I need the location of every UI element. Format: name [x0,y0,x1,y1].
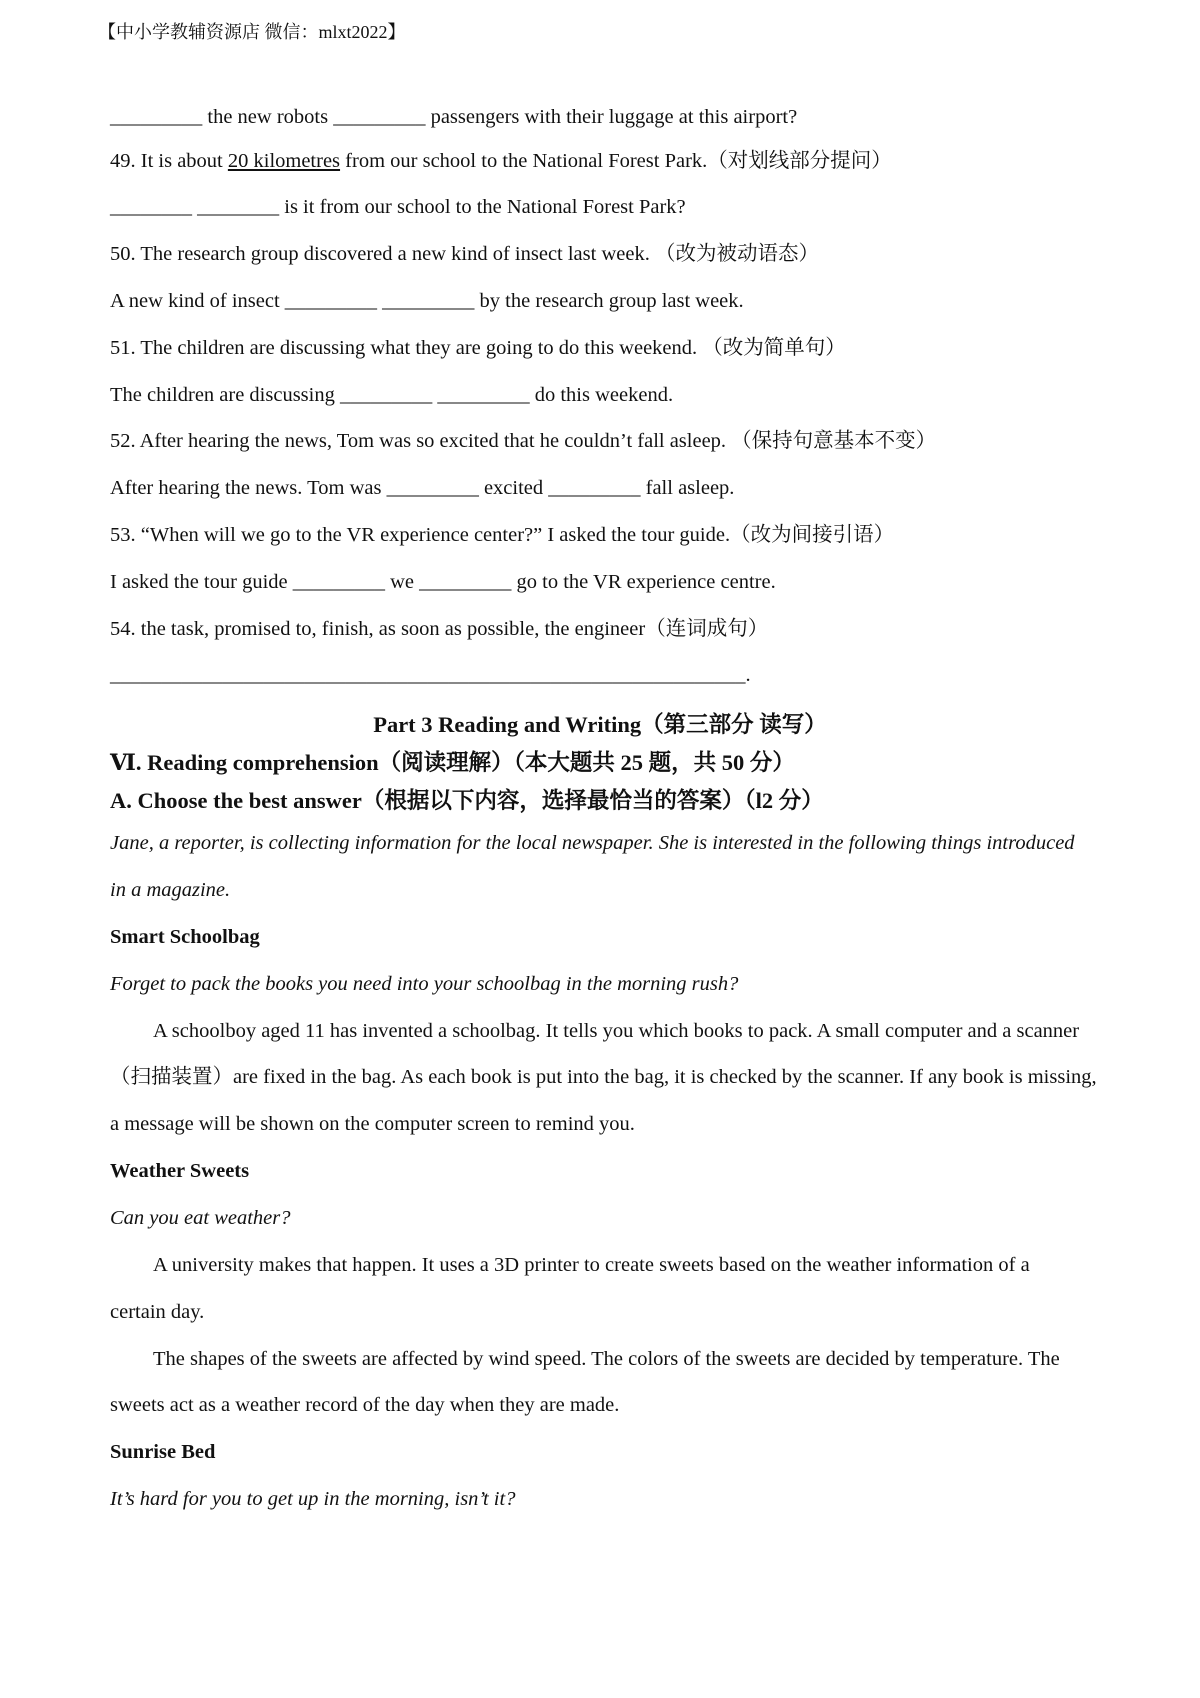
smart-schoolbag-question: Forget to pack the books you need into your schoolbag in the morning rush? [110,973,739,995]
item-title-weather-sweets: Weather Sweets [110,1160,250,1182]
q51-answer-line: The children are discussing _________ _________ do this weekend. [110,384,674,406]
weather-sweets-paragraph-1-line-2: certain day. [110,1301,205,1323]
section-vi-heading: Ⅵ. Reading comprehension（阅读理解）（本大题共 25 题，共 50 分） [110,750,795,775]
page-header: 【中小学教辅资源店 微信：mlxt2022】 [98,22,406,42]
q50-answer-line: A new kind of insect _________ _________ by the research group last week. [110,290,744,312]
q52-question: 52. After hearing the news, Tom was so excited that he couldn’t fall asleep. （保持句意基本不变） [110,430,937,452]
q49-question [110,148,892,174]
sunrise-bed-question: It’s hard for you to get up in the morning, isn’t it? [110,1488,516,1510]
q49-underlined-phrase: 20 kilometres [227,150,341,172]
section-a-heading: A. Choose the best answer（根据以下内容，选择最恰当的答案）（l2 分） [110,788,824,813]
passage-intro-line-1: Jane, a reporter, is collecting information for the local newspaper. She is interested in the following things introduced [110,832,1075,854]
q50-question: 50. The research group discovered a new kind of insect last week. （改为被动语态） [110,243,819,265]
passage-intro-line-2: in a magazine. [110,879,231,901]
q49-answer-line: ________ ________ is it from our school to the National Forest Park? [110,196,686,218]
item-title-sunrise-bed: Sunrise Bed [110,1441,216,1463]
q54-question: 54. the task, promised to, finish, as soon as possible, the engineer（连词成句） [110,618,769,640]
weather-sweets-paragraph-2-line-1: The shapes of the sweets are affected by wind speed. The colors of the sweets are decided by temperature. The [153,1348,1060,1370]
smart-schoolbag-paragraph-line-1: A schoolboy aged 11 has invented a schoolbag. It tells you which books to pack. A small computer and a scanner [153,1020,1080,1042]
q53-question: 53. “When will we go to the VR experience center?” I asked the tour guide.（改为间接引语） [110,524,895,546]
weather-sweets-paragraph-1-line-1: A university makes that happen. It uses a 3D printer to create sweets based on the weather information of a [153,1254,1030,1276]
q52-answer-line: After hearing the news. Tom was _________ excited _________ fall asleep. [110,477,735,499]
smart-schoolbag-paragraph-line-2: （扫描装置）are fixed in the bag. As each book is put into the bag, it is checked by the scanner. If any book is missing, [110,1066,1097,1088]
q54-answer-line: ______________________________________________________________. [110,664,751,686]
weather-sweets-question: Can you eat weather? [110,1207,291,1229]
q49-text-end: from our school to the National Forest Park.（对划线部分提问） [340,150,892,172]
smart-schoolbag-paragraph-line-3: a message will be shown on the computer screen to remind you. [110,1113,635,1135]
part3-title: Part 3 Reading and Writing（第三部分 读写） [373,712,827,737]
q51-question: 51. The children are discussing what they are going to do this weekend. （改为简单句） [110,337,846,359]
weather-sweets-paragraph-2-line-2: sweets act as a weather record of the day when they are made. [110,1394,620,1416]
item-title-smart-schoolbag: Smart Schoolbag [110,926,260,948]
q53-answer-line: I asked the tour guide _________ we _________ go to the VR experience centre. [110,571,776,593]
q48-answer-line: _________ the new robots _________ passengers with their luggage at this airport? [110,106,798,128]
q49-text-start: 49. It is about [110,150,228,172]
